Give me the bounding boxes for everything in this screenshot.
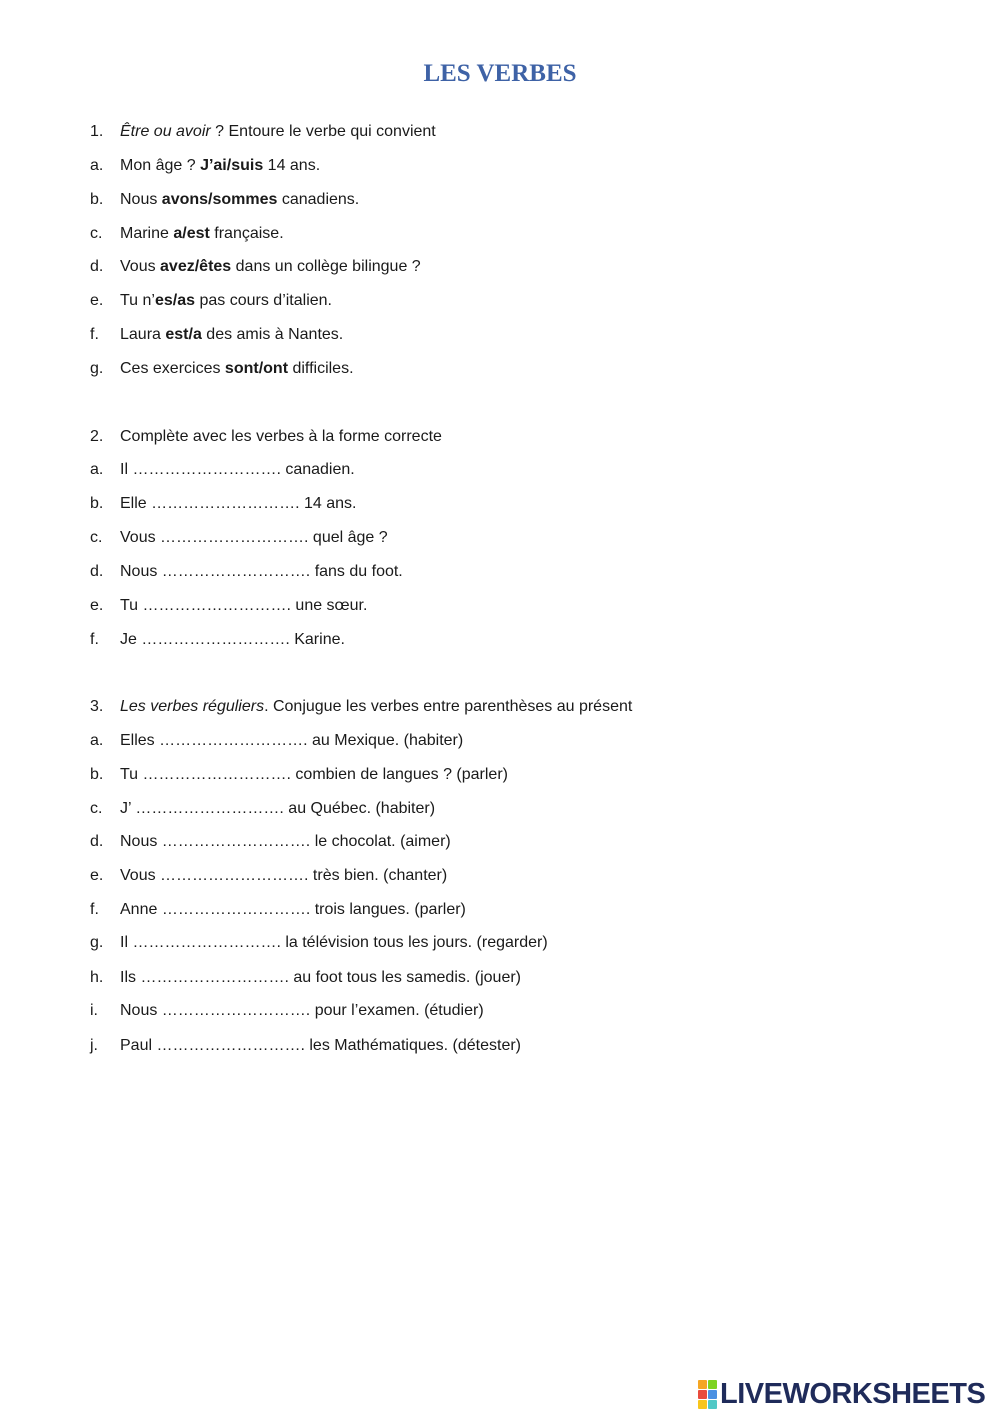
item-label: f. [90,901,99,918]
verb-choice[interactable]: a/est [173,225,210,242]
item-label: a. [90,461,104,478]
item-label: a. [90,157,104,174]
item-label: f. [90,631,99,648]
section1-item [90,190,359,210]
fill-in-text[interactable]: Tu ………………………. combien de langues ? (parler) [120,766,508,783]
item-text: Mon âge ? [120,157,201,174]
section2-item[interactable] [90,460,355,480]
item-text: Nous [120,191,162,208]
item-label: d. [90,563,104,580]
fill-in-text[interactable]: Nous ………………………. pour l’examen. (étudier) [120,1002,484,1019]
section3-item[interactable] [90,933,548,953]
item-text: des amis à Nantes. [201,326,344,343]
verb-choice[interactable]: J’ai/suis [200,157,264,174]
section1-item [90,359,354,379]
fill-in-text[interactable]: Nous ………………………. fans du foot. [120,563,403,580]
logo-square [698,1390,707,1399]
verb-choice[interactable]: est/a [165,326,202,343]
section1-item [90,291,332,311]
fill-in-text[interactable]: Anne ………………………. trois langues. (parler) [120,901,466,918]
section1-instruction-italic: Être ou avoir [120,123,211,140]
item-text: dans un collège bilingue ? [231,258,421,275]
item-label: b. [90,766,104,783]
page-title: LES VERBES [423,60,577,87]
section3-instruction-text: . Conjugue les verbes entre parenthèses au présent [264,698,633,715]
fill-in-text[interactable]: Je ………………………. Karine. [120,631,345,648]
section3-item[interactable] [90,968,521,988]
item-label: f. [90,326,99,343]
section3-item[interactable] [90,1036,521,1056]
fill-in-text[interactable]: J’ ………………………. au Québec. (habiter) [120,800,436,817]
section2-instruction [90,427,442,447]
fill-in-text[interactable]: Vous ………………………. quel âge ? [120,529,388,546]
section1-item [90,325,343,345]
section3-instruction [90,697,632,717]
item-label: d. [90,258,104,275]
section2-number: 2. [90,428,104,445]
logo-text: LIVEWORKSHEETS [720,1378,986,1410]
section1-instruction [90,122,436,142]
item-text: Vous [120,258,161,275]
section3-item[interactable] [90,731,463,751]
section2-item[interactable] [90,494,357,514]
fill-in-text[interactable]: Elle ………………………. 14 ans. [120,495,357,512]
fill-in-text[interactable]: Ils ………………………. au foot tous les samedis. (jouer) [120,969,521,986]
fill-in-text[interactable]: Vous ………………………. très bien. (chanter) [120,867,448,884]
item-label: c. [90,529,103,546]
liveworksheets-logo [698,1380,985,1408]
item-label: j. [90,1037,98,1054]
item-text: Ces exercices [120,360,225,377]
item-text: Laura [120,326,166,343]
item-label: e. [90,292,104,309]
item-label: e. [90,597,104,614]
item-text: difficiles. [288,360,354,377]
item-text: Tu n’ [120,292,155,309]
verb-choice[interactable]: sont/ont [224,360,289,377]
fill-in-text[interactable]: Il ………………………. la télévision tous les jours. (regarder) [120,934,548,951]
item-text: 14 ans. [263,157,321,174]
section3-instruction-italic: Les verbes réguliers [120,698,265,715]
section3-item[interactable] [90,832,451,852]
logo-square [708,1380,717,1389]
section3-item[interactable] [90,799,435,819]
logo-icon [698,1380,717,1409]
verb-choice[interactable]: avons/sommes [161,191,278,208]
section2-item[interactable] [90,596,367,616]
logo-square [698,1400,707,1409]
fill-in-text[interactable]: Elles ………………………. au Mexique. (habiter) [120,732,464,749]
fill-in-text[interactable]: Paul ………………………. les Mathématiques. (détester) [120,1037,522,1054]
item-label: d. [90,833,104,850]
section3-item[interactable] [90,765,508,785]
item-label: e. [90,867,104,884]
item-text: Marine [120,225,174,242]
logo-square [708,1390,717,1399]
section2-item[interactable] [90,630,345,650]
item-label: c. [90,800,103,817]
fill-in-text[interactable]: Tu ………………………. une sœur. [120,597,368,614]
section2-item[interactable] [90,562,403,582]
section1-instruction-text: ? Entoure le verbe qui convient [210,123,436,140]
section2-item[interactable] [90,528,388,548]
section3-number: 3. [90,698,104,715]
item-text: française. [209,225,284,242]
fill-in-text[interactable]: Nous ………………………. le chocolat. (aimer) [120,833,451,850]
section3-item[interactable] [90,866,447,886]
section1-number: 1. [90,123,104,140]
section3-item[interactable] [90,900,466,920]
section1-item [90,156,320,176]
item-label: a. [90,732,104,749]
section1-item [90,257,421,277]
item-label: c. [90,225,103,242]
item-text: canadiens. [277,191,360,208]
verb-choice[interactable]: avez/êtes [160,258,232,275]
item-label: g. [90,360,104,377]
logo-square [708,1400,717,1409]
item-label: h. [90,969,104,986]
item-label: i. [90,1002,98,1019]
item-label: g. [90,934,104,951]
section1-item [90,224,284,244]
verb-choice[interactable]: es/as [154,292,196,309]
item-text: pas cours d’italien. [195,292,332,309]
section3-item[interactable] [90,1001,484,1021]
item-label: b. [90,495,104,512]
item-label: b. [90,191,104,208]
logo-square [698,1380,707,1389]
section2-instruction-text: Complète avec les verbes à la forme correcte [120,428,442,445]
fill-in-text[interactable]: Il ………………………. canadien. [120,461,355,478]
